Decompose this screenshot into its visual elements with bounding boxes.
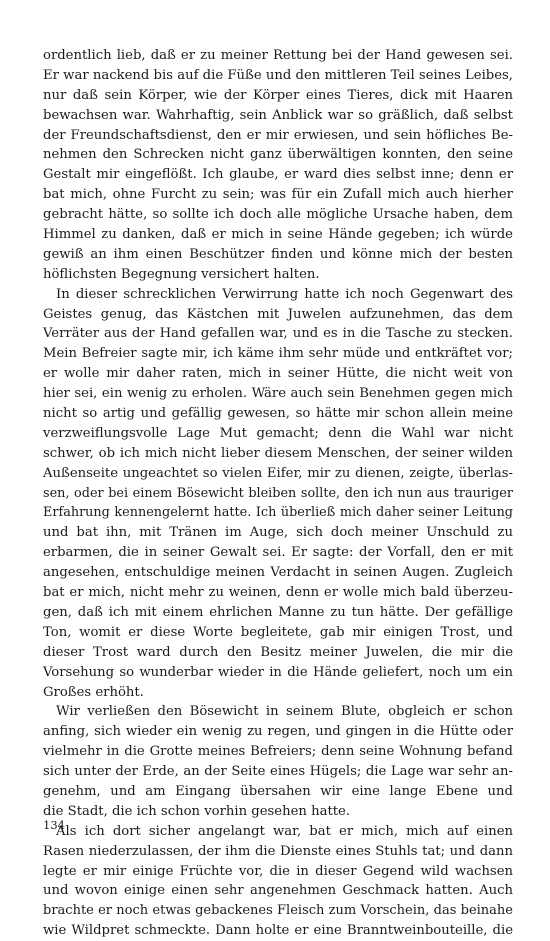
text-line: gewiß an ihm einen Beschützer finden und könne mich der besten <box>43 246 513 262</box>
text-line: verzweiflungsvolle Lage Mut gemacht; denn die Wahl war nicht <box>43 425 513 441</box>
text-line: Wir verließen den Bösewicht in seinem Blute, obgleich er schon <box>56 704 513 720</box>
text-line: Als ich dort sicher angelangt war, bat er mich, mich auf einen <box>56 823 513 839</box>
text-line: dieser Trost ward durch den Besitz meiner Juwelen, die mir die <box>43 644 513 660</box>
text-line: gen, daß ich mit einem ehrlichen Manne zu tun hätte. Der gefällige <box>43 604 513 620</box>
text-line: und wovon einige einen sehr angenehmen Geschmack hatten. Auch <box>43 883 513 899</box>
body-text <box>43 46 513 941</box>
text-line: Er war nackend bis auf die Füße und den mittleren Teil seines Leibes, <box>43 67 513 83</box>
text-line: sich unter der Erde, an der Seite eines Hügels; die Lage war sehr an- <box>43 764 513 780</box>
text-line: höflichsten Begegnung versichert halten. <box>43 266 320 282</box>
text-line: Erfahrung kennengelernt hatte. Ich überließ mich daher seiner Leitung <box>43 505 513 521</box>
text-line: Gestalt mir eingeflößt. Ich glaube, er ward dies selbst inne; denn er <box>43 167 513 183</box>
text-line: Verräter aus der Hand gefallen war, und es in die Tasche zu stecken. <box>43 326 513 342</box>
text-line: der Freundschaftsdienst, den er mir erwiesen, und sein höfliches Be- <box>43 127 513 143</box>
text-line: bat mich, ohne Furcht zu sein; was für ein Zufall mich auch hierher <box>43 187 513 203</box>
text-line: genehm, und am Eingang übersahen wir eine lange Ebene und <box>43 783 513 799</box>
text-line: nicht so artig und gefällig gewesen, so hätte mir schon allein meine <box>43 406 513 422</box>
text-line: und bat ihn, mit Tränen im Auge, sich doch meiner Unschuld zu <box>43 525 513 541</box>
text-line: Außenseite ungeachtet so vielen Eifer, mir zu dienen, zeigte, überlas- <box>43 465 513 481</box>
text-line: nur daß sein Körper, wie der Körper eines Tieres, dick mit Haaren <box>43 87 513 103</box>
text-line: Rasen niederzulassen, der ihm die Dienste eines Stuhls tat; und dann <box>43 843 513 859</box>
text-line: vielmehr in die Grotte meines Befreiers; denn seine Wohnung befand <box>43 744 513 760</box>
text-line: Ton, womit er diese Worte begleitete, gab mir einigen Trost, und <box>43 624 513 640</box>
text-line: In dieser schrecklichen Verwirrung hatte ich noch Gegenwart des <box>56 286 513 302</box>
text-line: gebracht hätte, so sollte ich doch alle mögliche Ursache haben, dem <box>43 207 513 223</box>
text-line: wie Wildpret schmeckte. Dann holte er eine Branntweinbouteille, die <box>43 923 513 939</box>
text-line: Himmel zu danken, daß er mich in seine Hände gegeben; ich würde <box>43 227 513 243</box>
text-line: sen, oder bei einem Bösewicht bleiben sollte, den ich nun aus trauriger <box>43 485 513 501</box>
text-line: legte er mir einige Früchte vor, die in dieser Gegend wild wachsen <box>43 863 513 879</box>
text-line: bewachsen war. Wahrhaftig, sein Anblick war so gräßlich, daß selbst <box>43 107 513 123</box>
text-line: erbarmen, die in seiner Gewalt sei. Er sagte: der Vorfall, den er mit <box>43 545 513 561</box>
text-line: Großes erhöht. <box>43 684 144 700</box>
text-line: bat er mich, nicht mehr zu weinen, denn er wolle mich bald überzeu- <box>43 585 513 601</box>
text-line: Vorsehung so wunderbar wieder in die Hände geliefert, noch um ein <box>43 664 513 680</box>
text-line: hier sei, ein wenig zu erholen. Wäre auch sein Benehmen gegen mich <box>43 386 513 402</box>
text-line: brachte er noch etwas gebackenes Fleisch zum Vorschein, das beinahe <box>43 903 513 919</box>
text-line: ordentlich lieb, daß er zu meiner Rettung bei der Hand gewesen sei. <box>43 48 513 63</box>
page-number: 134 <box>43 818 65 832</box>
text-line: Geistes genug, das Kästchen mit Juwelen aufzunehmen, das dem <box>43 306 513 322</box>
text-line: angesehen, entschuldige meinen Verdacht in seinen Augen. Zugleich <box>43 565 513 581</box>
text-line: nehmen den Schrecken nicht ganz überwältigen konnten, den seine <box>43 147 513 163</box>
text-line: anfing, sich wieder ein wenig zu regen, und gingen in die Hütte oder <box>43 724 513 740</box>
text-line: Mein Befreier sagte mir, ich käme ihm sehr müde und entkräftet vor; <box>43 346 513 362</box>
text-line: er wolle mir daher raten, mich in seiner Hütte, die nicht weit von <box>43 366 513 382</box>
text-line: die Stadt, die ich schon vorhin gesehen hatte. <box>43 803 351 819</box>
text-line: schwer, ob ich mich nicht lieber diesem Menschen, der seiner wilden <box>43 445 513 461</box>
